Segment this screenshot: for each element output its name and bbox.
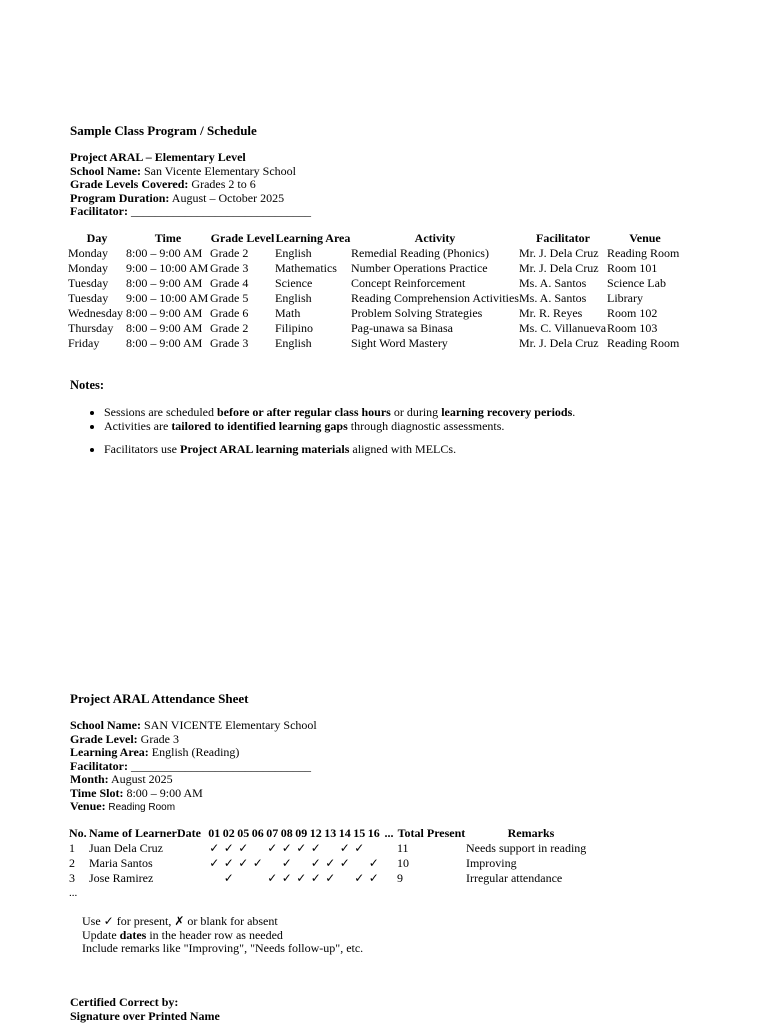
- col-time: Time: [154, 231, 182, 245]
- schedule-info: [70, 151, 311, 219]
- table-cell: [381, 841, 397, 856]
- attendance-mark: ✓: [296, 871, 307, 885]
- attendance-mark: ✓: [339, 841, 350, 855]
- attendance-mark: [236, 871, 251, 886]
- table-cell: Needs support in reading: [465, 841, 587, 855]
- attendance-mark: ✓: [354, 841, 365, 855]
- attendance-mark: ✓: [310, 856, 321, 870]
- attendance-mark: ✓: [238, 856, 249, 870]
- table-row: [68, 261, 683, 276]
- table-cell: 1: [69, 841, 75, 855]
- notes-heading: Notes:: [70, 378, 105, 392]
- certification: [70, 996, 220, 1023]
- table-cell: Number Operations Practice: [351, 261, 488, 275]
- table-cell: Reading Room: [606, 336, 680, 350]
- table-cell: Monday: [68, 261, 108, 275]
- table-cell: [381, 871, 397, 886]
- table-cell: Room 103: [606, 321, 658, 335]
- attendance-mark: ✓: [238, 841, 249, 855]
- instruction-1: Use ✓ for present, ✗ or blank for absent: [82, 914, 278, 928]
- table-cell: Improving: [465, 856, 517, 870]
- ellipsis: ...: [69, 887, 78, 899]
- table-cell: Problem Solving Strategies: [351, 306, 483, 320]
- list-item: • Sessions are scheduled before or after regular class hours or during learning recovery periods.: [104, 406, 575, 420]
- table-cell: English: [275, 246, 312, 260]
- attendance-header-cell: No.: [69, 826, 87, 840]
- attendance-header-cell: 02: [222, 826, 235, 840]
- attendance-title: Project ARAL Attendance Sheet: [70, 691, 249, 706]
- table-cell: Ms. A. Santos: [518, 276, 587, 290]
- attendance-header-cell: 15: [353, 826, 366, 840]
- col-activity: Activity: [414, 231, 456, 245]
- attendance-mark: [323, 841, 338, 856]
- attendance-mark: [207, 871, 222, 886]
- table-cell: Room 101: [606, 261, 658, 275]
- col-venue: Venue: [629, 231, 661, 245]
- attendance-header-cell: 09: [295, 826, 308, 840]
- attendance-mark: ✓: [310, 841, 321, 855]
- attendance-header-cell: 01: [208, 826, 221, 840]
- attendance-header-cell: 07: [266, 826, 279, 840]
- attendance-mark: ✓: [325, 871, 336, 885]
- table-cell: Thursday: [68, 321, 114, 335]
- table-cell: Math: [275, 306, 301, 320]
- table-cell: Grade 6: [210, 306, 249, 320]
- attendance-mark: ✓: [281, 856, 292, 870]
- table-cell: 9:00 – 10:00 AM: [126, 291, 209, 305]
- table-row: [68, 321, 683, 336]
- table-cell: Monday: [68, 246, 108, 260]
- table-cell: 8:00 – 9:00 AM: [126, 336, 203, 350]
- attendance-info: [70, 719, 317, 815]
- attendance-header-cell: 08: [280, 826, 293, 840]
- attendance-mark: ✓: [310, 871, 321, 885]
- table-cell: Mr. J. Dela Cruz: [518, 246, 599, 260]
- attendance-header-cell: Name of Learner: [89, 826, 177, 840]
- school-name-line: School Name: San Vicente Elementary School: [70, 163, 297, 178]
- table-cell: English: [275, 336, 312, 350]
- attendance-mark: ✓: [325, 856, 336, 870]
- list-item: • Activities are tailored to identified learning gaps through diagnostic assessments.: [104, 420, 575, 434]
- table-cell: Concept Reinforcement: [351, 276, 466, 290]
- att-month-line: Month: August 2025: [70, 772, 173, 786]
- attendance-header-cell: 06: [251, 826, 264, 840]
- table-cell: Sight Word Mastery: [351, 336, 448, 350]
- att-school-line: School Name: SAN VICENTE Elementary School: [70, 718, 317, 732]
- notes-list: [70, 406, 575, 457]
- attendance-mark: ✓: [354, 871, 365, 885]
- table-cell: Grade 5: [210, 291, 249, 305]
- table-cell: Grade 3: [210, 336, 249, 350]
- attendance-mark: [294, 856, 309, 871]
- table-row: [68, 276, 683, 291]
- project-label: Project ARAL – Elementary Level: [70, 150, 246, 164]
- program-duration-line: Program Duration: August – October 2025: [70, 190, 285, 205]
- table-cell: Filipino: [275, 321, 314, 335]
- table-row: [69, 871, 596, 886]
- table-cell: Juan Dela Cruz: [89, 841, 163, 855]
- grade-levels-line: Grade Levels Covered: Grades 2 to 6: [70, 177, 256, 191]
- table-cell: Room 102: [606, 306, 658, 320]
- table-cell: Science Lab: [606, 276, 666, 290]
- table-cell: 3: [69, 871, 75, 885]
- table-cell: Grade 2: [210, 246, 249, 260]
- attendance-mark: ✓: [252, 856, 263, 870]
- table-cell: English: [275, 291, 312, 305]
- table-cell: 2: [69, 856, 75, 870]
- table-cell: [177, 871, 207, 886]
- attendance-mark: [366, 841, 381, 856]
- facilitator-line: Facilitator: ______________________________: [70, 204, 311, 218]
- attendance-header-cell: Remarks: [507, 826, 555, 840]
- attendance-header-cell: 12: [309, 826, 322, 840]
- col-day: Day: [86, 231, 108, 245]
- att-grade-line: Grade Level: Grade 3: [70, 731, 179, 746]
- list-item: • Facilitators use Project ARAL learning materials aligned with MELCs.: [104, 443, 575, 457]
- table-cell: Tuesday: [68, 276, 109, 290]
- attendance-mark: [250, 841, 265, 856]
- table-row: [68, 246, 683, 261]
- table-cell: Reading Comprehension Activities: [351, 291, 519, 305]
- table-cell: Ms. A. Santos: [518, 291, 587, 305]
- table-cell: Ms. C. Villanueva: [518, 321, 607, 335]
- table-cell: Mr. R. Reyes: [518, 306, 583, 320]
- attendance-mark: ✓: [281, 871, 292, 885]
- table-cell: [381, 856, 397, 871]
- attendance-mark: ✓: [368, 871, 379, 885]
- table-cell: Irregular attendance: [465, 871, 563, 885]
- attendance-header-cell: Date: [176, 826, 201, 840]
- attendance-mark: ✓: [296, 841, 307, 855]
- attendance-mark: ✓: [223, 871, 234, 885]
- attendance-header-cell: ...: [384, 826, 394, 840]
- attendance-header-cell: Total Present: [397, 826, 466, 840]
- table-cell: 11: [396, 841, 409, 855]
- attendance-mark: ✓: [209, 856, 220, 870]
- attendance-mark: ✓: [223, 856, 234, 870]
- table-row: [69, 841, 596, 856]
- attendance-mark: [337, 871, 352, 886]
- table-cell: Jose Ramirez: [89, 871, 154, 885]
- attendance-mark: ✓: [267, 841, 278, 855]
- table-cell: 8:00 – 9:00 AM: [126, 276, 203, 290]
- attendance-header-cell: 14: [338, 826, 351, 840]
- attendance-mark: ✓: [339, 856, 350, 870]
- attendance-mark: ✓: [368, 856, 379, 870]
- table-cell: Science: [275, 276, 313, 290]
- signature-line: Signature over Printed Name: [70, 1008, 220, 1023]
- table-row: [68, 306, 683, 321]
- attendance-header-cell: 05: [237, 826, 250, 840]
- attendance-mark: ✓: [267, 871, 278, 885]
- att-area-line: Learning Area: English (Reading): [70, 745, 240, 759]
- table-cell: 9: [396, 871, 403, 885]
- table-row: [69, 856, 596, 871]
- attendance-table: [69, 826, 596, 886]
- table-cell: Library: [606, 291, 643, 305]
- table-cell: Pag-unawa sa Binasa: [351, 321, 453, 335]
- table-cell: [177, 856, 207, 871]
- schedule-header-row: [68, 231, 683, 246]
- certified-by: Certified Correct by:: [70, 995, 179, 1009]
- table-cell: Remedial Reading (Phonics): [351, 246, 489, 260]
- table-cell: 8:00 – 9:00 AM: [126, 321, 203, 335]
- table-cell: Friday: [68, 336, 100, 350]
- attendance-mark: [352, 856, 367, 871]
- schedule-table: [68, 231, 683, 351]
- table-cell: Mr. J. Dela Cruz: [518, 336, 599, 350]
- table-row: [68, 291, 683, 306]
- attendance-mark: ✓: [209, 841, 220, 855]
- attendance-header-row: [69, 826, 596, 841]
- instruction-2: Update dates in the header row as needed: [82, 927, 283, 942]
- table-cell: Tuesday: [68, 291, 109, 305]
- table-cell: 9:00 – 10:00 AM: [126, 261, 209, 275]
- table-cell: Mathematics: [275, 261, 337, 275]
- att-facilitator-line: Facilitator: ______________________________: [70, 758, 311, 773]
- table-cell: Wednesday: [68, 306, 124, 320]
- attendance-mark: ✓: [281, 841, 292, 855]
- schedule-title: Sample Class Program / Schedule: [70, 123, 257, 138]
- table-cell: Maria Santos: [89, 856, 153, 870]
- col-grade-level: Grade Level: [210, 231, 275, 245]
- col-facilitator: Facilitator: [535, 231, 590, 245]
- attendance-header-cell: 16: [367, 826, 380, 840]
- table-cell: 10: [396, 856, 409, 870]
- instruction-3: Include remarks like "Improving", "Needs follow-up", etc.: [82, 941, 364, 955]
- table-cell: Grade 2: [210, 321, 249, 335]
- attendance-mark: ✓: [223, 841, 234, 855]
- table-row: [68, 336, 683, 351]
- attendance-mark: [265, 856, 280, 871]
- table-cell: Mr. J. Dela Cruz: [518, 261, 599, 275]
- attendance-mark: [250, 871, 265, 886]
- col-learning-area: Learning Area: [275, 231, 351, 245]
- att-venue-line: Venue: Reading Room: [70, 799, 176, 813]
- table-cell: 8:00 – 9:00 AM: [126, 246, 203, 260]
- table-cell: Grade 3: [210, 261, 249, 275]
- table-cell: [177, 841, 207, 856]
- instructions: [82, 915, 363, 956]
- attendance-header-cell: 13: [324, 826, 337, 840]
- table-cell: 8:00 – 9:00 AM: [126, 306, 203, 320]
- att-slot-line: Time Slot: 8:00 – 9:00 AM: [70, 785, 203, 800]
- table-cell: Grade 4: [210, 276, 249, 290]
- table-cell: Reading Room: [606, 246, 680, 260]
